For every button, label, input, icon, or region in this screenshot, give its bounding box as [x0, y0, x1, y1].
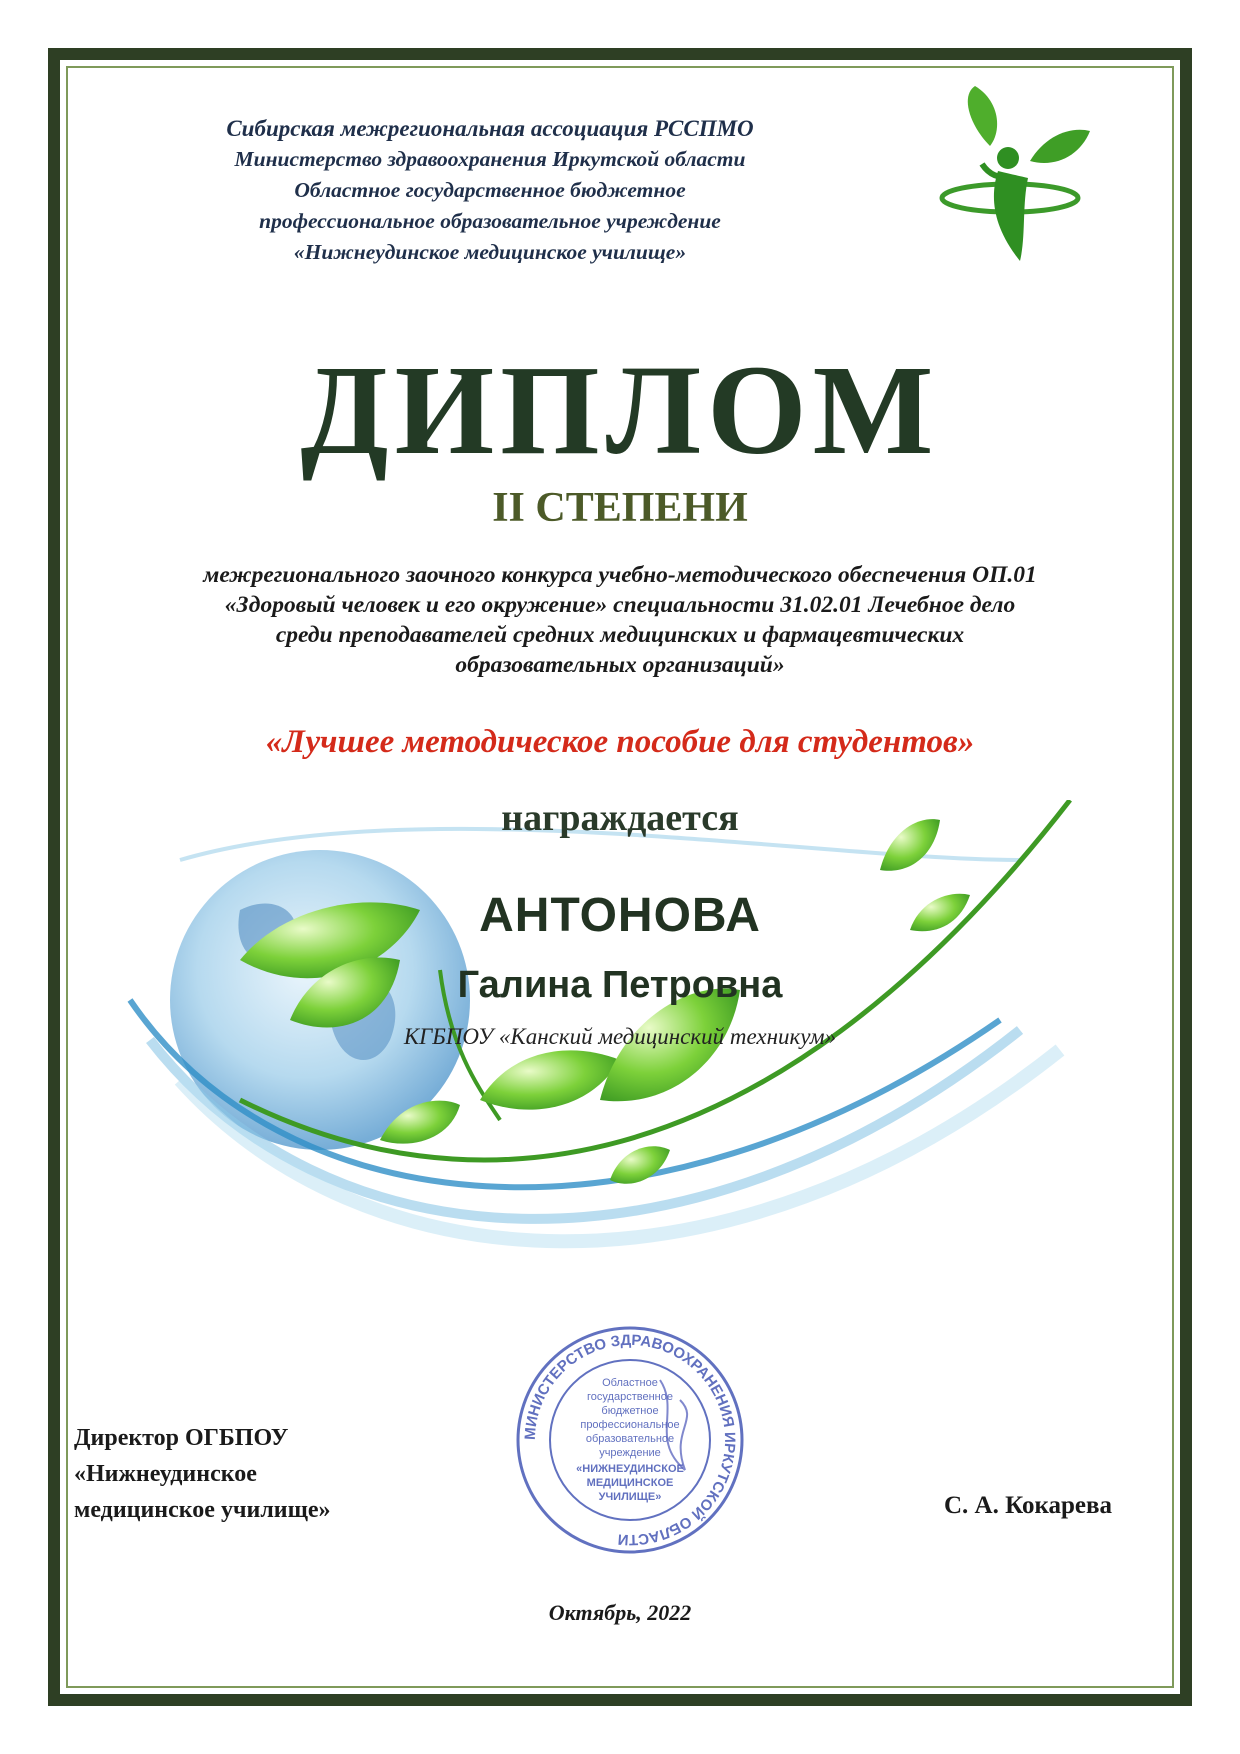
org-line: Областное государственное бюджетное — [294, 178, 686, 202]
stamp-line: МЕДИЦИНСКОЕ — [586, 1477, 674, 1489]
globe-leaves-illustration — [120, 800, 1150, 1360]
stamp-outer-text: МИНИСТЕРСТВО ЗДРАВООХРАНЕНИЯ ИРКУТСКОЙ ОБЛАСТИ — [521, 1331, 739, 1549]
stamp-line: учреждение — [599, 1447, 661, 1459]
recipient-institution: КГБПОУ «Канский медицинский техникум» — [403, 1024, 837, 1049]
description-line: среди преподавателей средних медицинских и фармацевтических — [275, 622, 965, 648]
stamp-line: образовательное — [585, 1433, 675, 1445]
stamp-line: УЧИЛИЩЕ» — [598, 1491, 662, 1503]
awarded-label: награждается — [501, 797, 739, 839]
description-line: образовательных организаций» — [455, 652, 785, 678]
contest-description — [80, 560, 1160, 680]
description-line: «Здоровый человек и его окружение» специальности 31.02.01 Лечебное дело — [224, 592, 1016, 618]
issue-date: Октябрь, 2022 — [548, 1600, 692, 1625]
org-line: «Нижнеудинское медицинское училище» — [293, 240, 687, 264]
signer-title-line: медицинское училище» — [74, 1497, 331, 1523]
nomination-title: «Лучшее методическое пособие для студентов» — [265, 724, 975, 760]
leaf-figure-logo-icon — [930, 86, 1090, 266]
stamp-line: профессиональное — [580, 1419, 680, 1431]
recipient-given-names: Галина Петровна — [457, 964, 783, 1006]
organizations-header — [130, 113, 850, 268]
stamp-line: государственное — [587, 1391, 673, 1403]
signer-name: С. А. Кокарева — [944, 1492, 1113, 1519]
stamp-line: бюджетное — [601, 1405, 659, 1417]
diploma-title: ДИПЛОМ — [300, 339, 940, 481]
signer-title-line: Директор ОГБПОУ — [74, 1425, 289, 1451]
stamp-line: Областное — [602, 1377, 658, 1389]
description-line: межрегионального заочного конкурса учебно-методического обеспечения ОП.01 — [203, 562, 1037, 588]
org-line: профессиональное образовательное учреждение — [259, 209, 721, 233]
org-line: Министерство здравоохранения Иркутской области — [234, 147, 746, 171]
signer-title — [74, 1420, 331, 1528]
stamp-line: «НИЖНЕУДИНСКОЕ — [576, 1463, 684, 1475]
degree-label: II СТЕПЕНИ — [492, 485, 748, 531]
org-line: Сибирская межрегиональная ассоциация РССПМО — [226, 116, 754, 141]
recipient-surname: АНТОНОВА — [479, 889, 761, 942]
signer-title-line: «Нижнеудинское — [74, 1461, 257, 1487]
official-stamp — [510, 1320, 750, 1560]
